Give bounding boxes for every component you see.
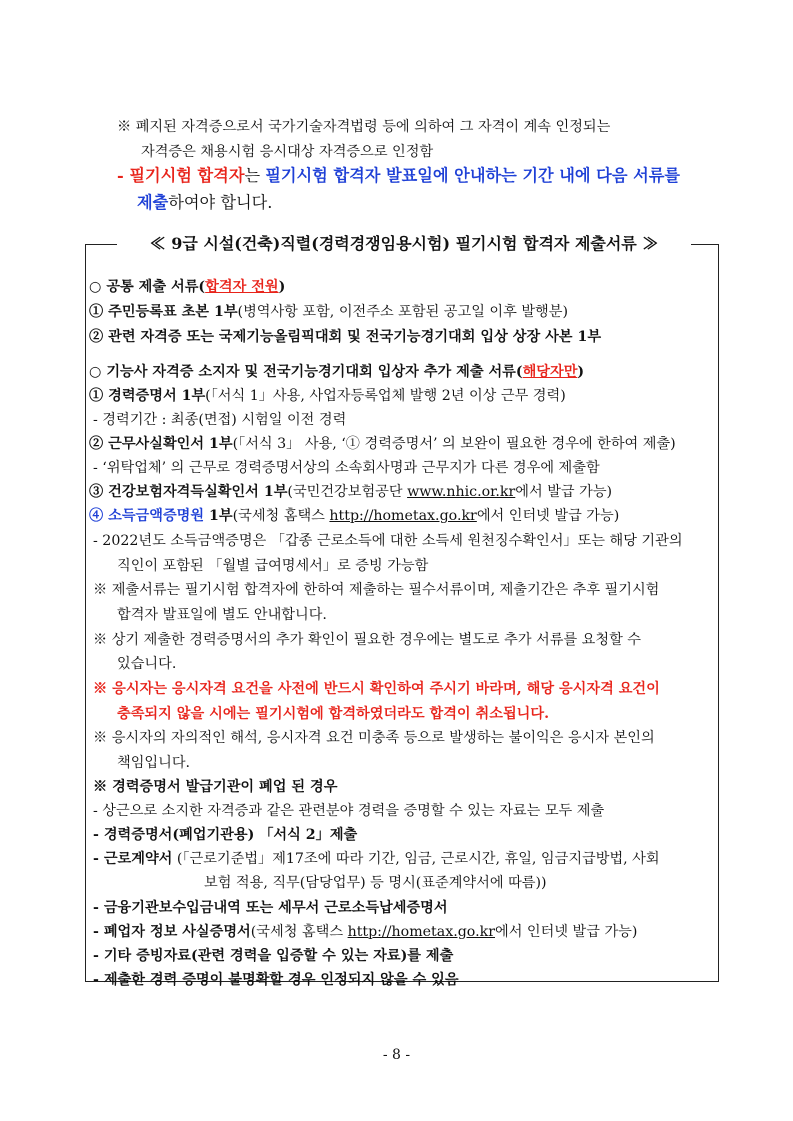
text: - 근로계약서 (93, 851, 173, 867)
submit-instruction (117, 164, 680, 188)
closed-item-6: - 기타 증빙자료(관련 경력을 입증할 수 있는 자료)를 제출 (93, 948, 454, 964)
text: (국세청 홈택스 (232, 508, 330, 524)
text: (국세청 홈택스 (250, 924, 348, 940)
box-title: ≪ 9급 시설(건축)직렬(경력경쟁임용시험) 필기시험 합격자 제출서류 ≫ (149, 234, 659, 253)
note-3-warning-cont: 충족되지 않을 시에는 필기시험에 합격하였더라도 합격이 취소됩니다. (117, 706, 550, 722)
text: ① 주민등록표 초본 1부 (89, 304, 238, 320)
hometax-link[interactable]: http://hometax.go.kr (329, 508, 477, 524)
note-1: ※ 제출서류는 필기시험 합격자에 한하여 제출하는 필수서류이며, 제출기간은 추후 필기시험 (93, 582, 660, 598)
closed-item-3 (93, 849, 660, 869)
text: ○ 기능사 자격증 소지자 및 전국기능경기대회 입상자 추가 제출 서류( (89, 364, 523, 380)
extra-item-2-sub: - ‘위탁업체’ 의 근무로 경력증명서상의 소속회사명과 근무지가 다른 경우에 제출함 (93, 460, 600, 476)
common-docs-heading (89, 277, 285, 297)
extra-item-4-sub-cont: 직인이 포함된 「월별 급여명세서」로 증빙 가능함 (117, 558, 429, 574)
text: ② 근무사실확인서 1부 (89, 436, 233, 452)
text: 에서 발급 가능) (515, 484, 613, 500)
text: (국민건강보험공단 (287, 484, 408, 500)
text: ① 경력증명서 1부 (89, 388, 206, 404)
note-discontinued-certs-cont: 자격증은 채용시험 응시대상 자격증으로 인정함 (141, 144, 434, 160)
passers-label: 필기시험 합격자 (129, 166, 245, 185)
text: (병역사항 포함, 이전주소 포함된 공고일 이후 발행분) (237, 304, 568, 320)
text: ) (278, 279, 286, 295)
closed-item-5 (93, 922, 637, 942)
note-2-cont: 있습니다. (117, 656, 177, 672)
note-3-warning: ※ 응시자는 응시자격 요건을 사전에 반드시 확인하여 주시기 바라며, 해당 응시자격 요건이 (93, 681, 660, 697)
text: (「서식 1」사용, 사업자등록업체 발행 2년 이상 근무 경력) (205, 388, 566, 404)
note-discontinued-certs: ※ 폐지된 자격증으로서 국가기술자격법령 등에 의하여 그 자격이 계속 인정되는 (117, 119, 611, 135)
deadline-text: 필기시험 합격자 발표일에 안내하는 기간 내에 다음 서류를 (265, 166, 681, 185)
closed-business-heading: ※ 경력증명서 발급기관이 폐업 된 경우 (93, 779, 338, 795)
extra-item-1 (89, 386, 566, 406)
text: ○ 공통 제출 서류( (89, 279, 206, 295)
box-border-left (85, 244, 117, 245)
closed-item-3-cont: 보험 적용, 직무(담당업무) 등 명시(표준계약서에 따름)) (204, 875, 547, 891)
text: - 폐업자 정보 사실증명서 (93, 924, 251, 940)
closed-item-4: - 금융기관보수입금내역 또는 세무서 근로소득납세증명서 (93, 900, 448, 916)
extra-item-2 (89, 434, 676, 454)
dash: - (117, 166, 130, 185)
extra-item-1-sub: - 경력기간 : 최종(면접) 시험일 이전 경력 (93, 412, 347, 428)
applicable-only: 해당자만 (522, 364, 578, 380)
text: 하여야 합니다. (168, 193, 273, 212)
extra-docs-heading (89, 362, 584, 382)
text: ) (577, 364, 585, 380)
all-passers: 합격자 전원 (205, 279, 279, 295)
text: 에서 인터넷 발급 가능) (495, 924, 638, 940)
note-1-cont: 합격자 발표일에 별도 안내합니다. (117, 607, 327, 623)
submit-word: 제출 (137, 193, 169, 212)
extra-item-4 (89, 506, 619, 526)
text: (「서식 3」 사용, ‘① 경력증명서’ 의 보완이 필요한 경우에 한하여 제출) (232, 436, 676, 452)
submit-instruction-cont (137, 191, 272, 215)
note-4-cont: 책임입니다. (117, 755, 191, 771)
income-cert-label: ④ 소득금액증명원 (89, 508, 205, 524)
closed-item-2: - 경력증명서(폐업기관용) 「서식 2」제출 (93, 827, 358, 843)
nhic-link[interactable]: www.nhic.or.kr (407, 484, 516, 500)
box-border-right (691, 244, 719, 245)
common-item-1 (89, 302, 568, 322)
extra-item-4-sub: - 2022년도 소득금액증명은 「갑종 근로소득에 대한 소득세 원천징수확인서」또는 해당 기관의 (93, 533, 683, 549)
text: (「근로기준법」제17조에 따라 기간, 임금, 근로시간, 휴일, 임금지급방법, 사회 (172, 851, 660, 867)
page-number: - 8 - (382, 1047, 411, 1063)
common-item-2: ② 관련 자격증 또는 국제기능올림픽대회 및 전국기능경기대회 입상 상장 사본 1부 (89, 329, 602, 345)
text: 1부 (204, 508, 233, 524)
extra-item-3 (89, 482, 612, 502)
text: 에서 인터넷 발급 가능) (476, 508, 620, 524)
closed-item-1: - 상근으로 소지한 자격증과 같은 관련분야 경력을 증명할 수 있는 자료는 모두 제출 (93, 803, 605, 819)
closed-item-7: - 제출한 경력 증명이 불명확할 경우 인정되지 않을 수 있음 (93, 972, 459, 988)
text: ③ 건강보험자격득실확인서 1부 (89, 484, 288, 500)
hometax-link-2[interactable]: http://hometax.go.kr (347, 924, 495, 940)
note-4: ※ 응시자의 자의적인 해석, 응시자격 요건 미충족 등으로 발생하는 불이익은 응시자 본인의 (93, 730, 655, 746)
note-2: ※ 상기 제출한 경력증명서의 추가 확인이 필요한 경우에는 별도로 추가 서류를 요청할 수 (93, 632, 641, 648)
text: 는 (244, 166, 266, 185)
